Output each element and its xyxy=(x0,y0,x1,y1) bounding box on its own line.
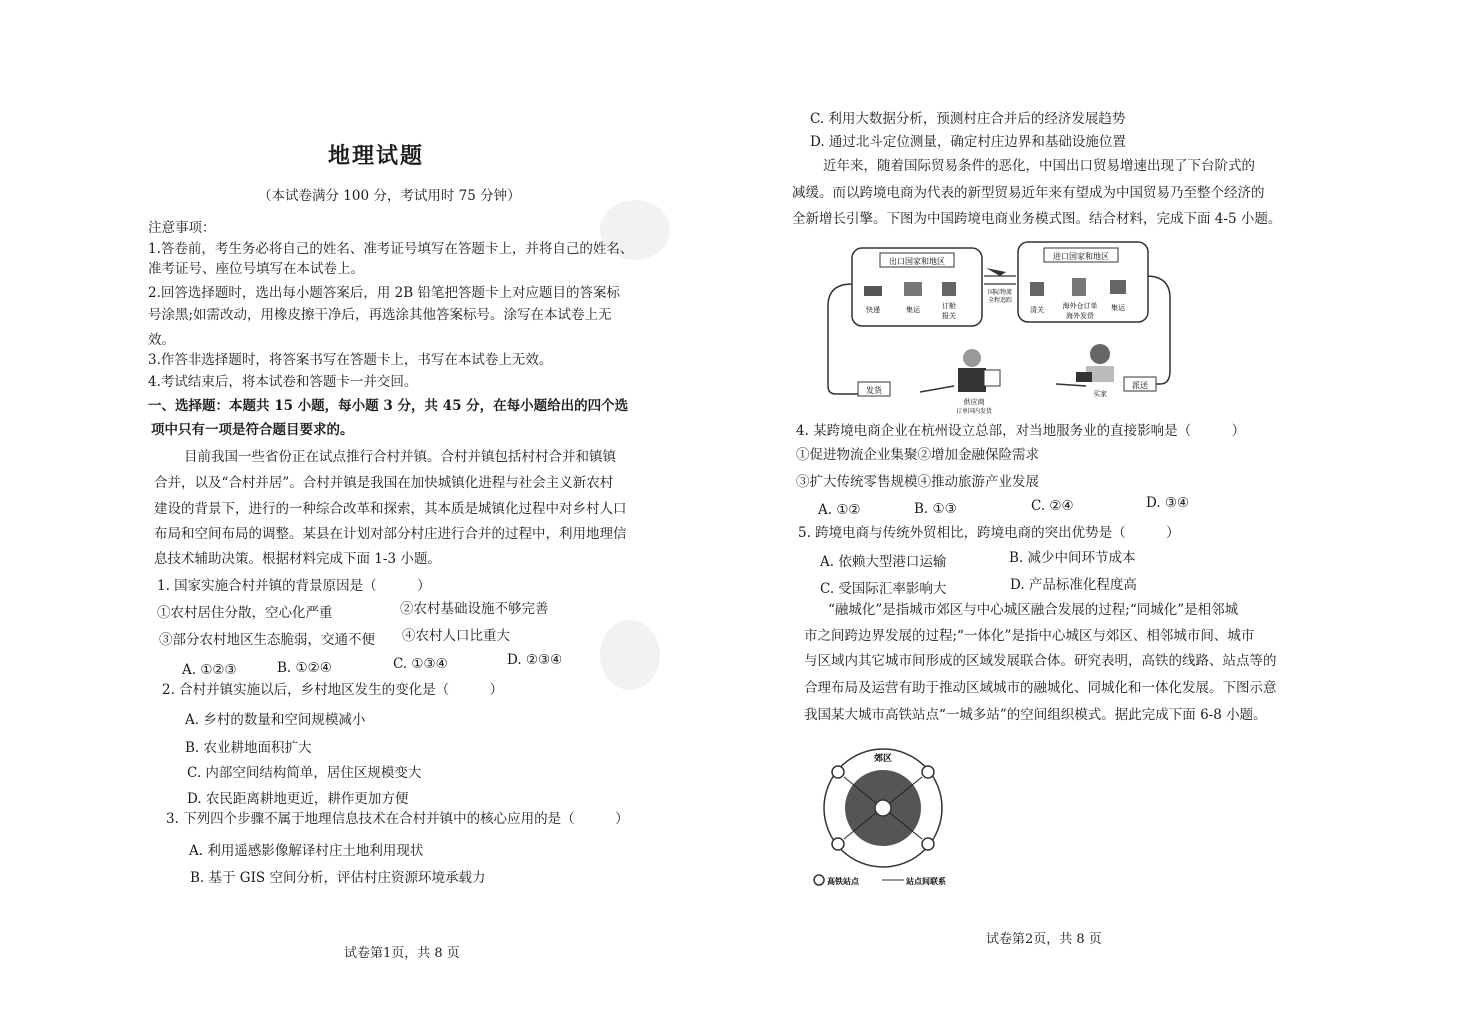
truck-icon xyxy=(864,286,882,296)
passage-line: 全新增长引擎。下图为中国跨境电商业务模式图。结合材料，完成下面 4-5 小题。 xyxy=(792,211,1282,227)
q2-option-b: B. 农业耕地面积扩大 xyxy=(185,740,312,756)
ecommerce-diagram xyxy=(824,236,1178,416)
supplier-sub-label: 订单国内发货 xyxy=(955,408,993,415)
clipboard-icon xyxy=(1072,278,1086,296)
legend-station-label: 高铁站点 xyxy=(827,877,859,886)
notice-line: 号涂黑;如需改动，用橡皮擦干净后，再选涂其他答案标号。涂写在本试卷上无 xyxy=(148,307,612,323)
intl-tracking-label: 全程追踪 xyxy=(987,297,1013,304)
notice-line: 效。 xyxy=(148,332,175,348)
notice-line: 3.作答非选择题时，将答案书写在答题卡上，书写在本试卷上无效。 xyxy=(148,352,553,368)
passage-line: “融城化”是指城市郊区与中心城区融合发展的过程;“同城化”是相邻城 xyxy=(828,602,1239,618)
cart-icon xyxy=(1030,282,1044,296)
section-heading: 项中只有一项是符合题目要求的。 xyxy=(151,422,354,438)
station-node xyxy=(832,766,844,778)
page-right xyxy=(734,0,1468,1016)
station-center xyxy=(875,800,891,816)
exam-subtitle: （本试卷满分 100 分，考试用时 75 分钟） xyxy=(258,188,521,204)
question-1: 1. 国家实施合村并镇的背景原因是（ ） xyxy=(157,578,431,594)
supplier-icon xyxy=(963,349,981,367)
express-label: 快递 xyxy=(866,306,880,314)
passage-line: 市之间跨边界发展的过程;“一体化”是指中心城区与郊区、相邻城市间、城市 xyxy=(804,628,1255,644)
passage-line: 目前我国一些省份正在试点推行合村并镇。合村并镇包括村村合并和镇镇 xyxy=(184,449,616,465)
consolidate-label: 集运 xyxy=(1111,304,1125,312)
dispatch-label: 派送 xyxy=(1132,381,1148,390)
q1-option-c: C. ①③④ xyxy=(393,656,448,672)
station-diagram xyxy=(810,746,970,894)
notice-line: 1.答卷前，考生务必将自己的姓名、准考证号填写在答题卡上，并将自己的姓名、 xyxy=(148,241,634,257)
station-node xyxy=(832,838,844,850)
passage-line: 建设的背景下，进行的一种综合改革和探索，其本质是城镇化过程中对乡村人口 xyxy=(154,501,627,517)
q4-option-d: D. ③④ xyxy=(1146,495,1190,511)
q4-option-c: C. ②④ xyxy=(1031,498,1074,514)
page-footer: 试卷第1页，共 8 页 xyxy=(344,946,460,961)
q4-option-a: A. ①② xyxy=(818,502,861,518)
notice-line: 2.回答选择题时，选出每小题答案后，用 2B 铅笔把答题卡上对应题目的答案标 xyxy=(148,285,620,301)
clearance-label: 清关 xyxy=(1030,306,1044,314)
question-4: 4. 某跨境电商企业在杭州设立总部，对当地服务业的直接影响是（ ） xyxy=(796,423,1246,439)
section-heading: 一、选择题：本题共 15 小题，每小题 3 分，共 45 分，在每小题给出的四个选 xyxy=(148,398,629,414)
import-label: 进口国家和地区 xyxy=(1053,252,1109,261)
passage-line: 近年来，随着国际贸易条件的恶化，中国出口贸易增速出现了下台阶式的 xyxy=(823,158,1255,174)
q1-option-b: B. ①②④ xyxy=(277,660,332,676)
q5-option-d: D. 产品标准化程度高 xyxy=(1010,577,1137,593)
q3-option-d: D. 通过北斗定位测量，确定村庄边界和基础设施位置 xyxy=(810,134,1126,150)
q1-statement: ①农村居住分散，空心化严重 xyxy=(157,605,333,621)
q2-option-d: D. 农民距离耕地更近，耕作更加方便 xyxy=(187,791,409,807)
notice-line: 准考证号、座位号填写在本试卷上。 xyxy=(148,261,364,277)
overseas-ship-label: 海外发货 xyxy=(1066,312,1094,320)
q1-statement: ②农村基础设施不够完善 xyxy=(400,601,549,617)
passage-line: 布局和空间布局的调整。某县在计划对部分村庄进行合并的过程中，利用地理信 xyxy=(154,526,627,542)
intl-logistics-label: 国际物流 xyxy=(987,289,1013,296)
container-icon xyxy=(1110,280,1126,294)
q3-option-b: B. 基于 GIS 空间分析，评估村庄资源环境承载力 xyxy=(190,870,486,886)
q1-statement: ③部分农村地区生态脆弱，交通不便 xyxy=(159,632,375,648)
q5-option-b: B. 减少中间环节成本 xyxy=(1009,550,1136,566)
ship-icon xyxy=(942,282,956,296)
plane-icon xyxy=(986,268,1006,276)
passage-line: 与区域内其它城市间形成的区域发展联合体。研究表明，高铁的线路、站点等的 xyxy=(804,653,1277,669)
station-node xyxy=(922,838,934,850)
q3-option-c: C. 利用大数据分析，预测村庄合并后的经济发展趋势 xyxy=(810,111,1126,127)
booking-label: 订舱 xyxy=(942,302,956,310)
q1-statement: ④农村人口比重大 xyxy=(402,628,510,644)
q2-option-a: A. 乡村的数量和空间规模减小 xyxy=(185,712,366,728)
supplier-label: 供应商 xyxy=(963,398,985,406)
passage-line: 我国某大城市高铁站点“一城多站”的空间组织模式。据此完成下面 6-8 小题。 xyxy=(804,707,1267,723)
q4-statement: ③扩大传统零售规模④推动旅游产业发展 xyxy=(796,474,1039,490)
export-label: 出口国家和地区 xyxy=(889,257,945,266)
page-footer: 试卷第2页，共 8 页 xyxy=(986,932,1102,947)
exam-title: 地理试题 xyxy=(328,143,425,169)
buyer-label: 买家 xyxy=(1093,390,1107,398)
legend-station-icon xyxy=(814,875,824,885)
consolidate-label: 集运 xyxy=(906,306,920,314)
buyer-icon xyxy=(1090,344,1110,364)
passage-line: 减缓。而以跨境电商为代表的新型贸易近年来有望成为中国贸易乃至整个经济的 xyxy=(792,185,1265,201)
question-2: 2. 合村并镇实施以后，乡村地区发生的变化是（ ） xyxy=(162,682,504,698)
scan-smudge xyxy=(600,620,660,690)
q3-option-a: A. 利用遥感影像解译村庄土地利用现状 xyxy=(189,843,424,859)
notice-line: 4.考试结束后，将本试卷和答题卡一并交回。 xyxy=(148,374,418,390)
passage-line: 息技术辅助决策。根据材料完成下面 1-3 小题。 xyxy=(154,551,441,567)
legend-link-label: 站点间联系 xyxy=(906,877,946,886)
q1-option-a: A. ①②③ xyxy=(182,662,237,678)
q5-option-c: C. 受国际汇率影响大 xyxy=(820,581,947,597)
question-5: 5. 跨境电商与传统外贸相比，跨境电商的突出优势是（ ） xyxy=(798,525,1180,541)
container-icon xyxy=(904,282,922,296)
overseas-order-label: 海外仓订单 xyxy=(1062,302,1098,310)
passage-line: 合理布局及运营有助于推动区域城市的融城化、同城化和一体化发展。下图示意 xyxy=(804,680,1277,696)
suburb-label: 郊区 xyxy=(874,754,893,764)
q5-option-a: A. 依赖大型港口运输 xyxy=(820,554,947,570)
q4-statement: ①促进物流企业集聚②增加金融保险需求 xyxy=(796,447,1039,463)
q4-option-b: B. ①③ xyxy=(914,501,957,517)
q1-option-d: D. ②③④ xyxy=(507,652,563,668)
passage-line: 合并，以及“合村并居”。合村并镇是我国在加快城镇化进程与社会主义新农村 xyxy=(154,475,614,491)
declare-label: 报关 xyxy=(942,312,956,320)
station-node xyxy=(922,766,934,778)
ship-label: 发货 xyxy=(866,386,882,395)
question-3: 3. 下列四个步骤不属于地理信息技术在合村并镇中的核心应用的是（ ） xyxy=(166,811,629,827)
q2-option-c: C. 内部空间结构简单，居住区规模变大 xyxy=(187,765,422,781)
notice-heading: 注意事项： xyxy=(148,220,216,236)
